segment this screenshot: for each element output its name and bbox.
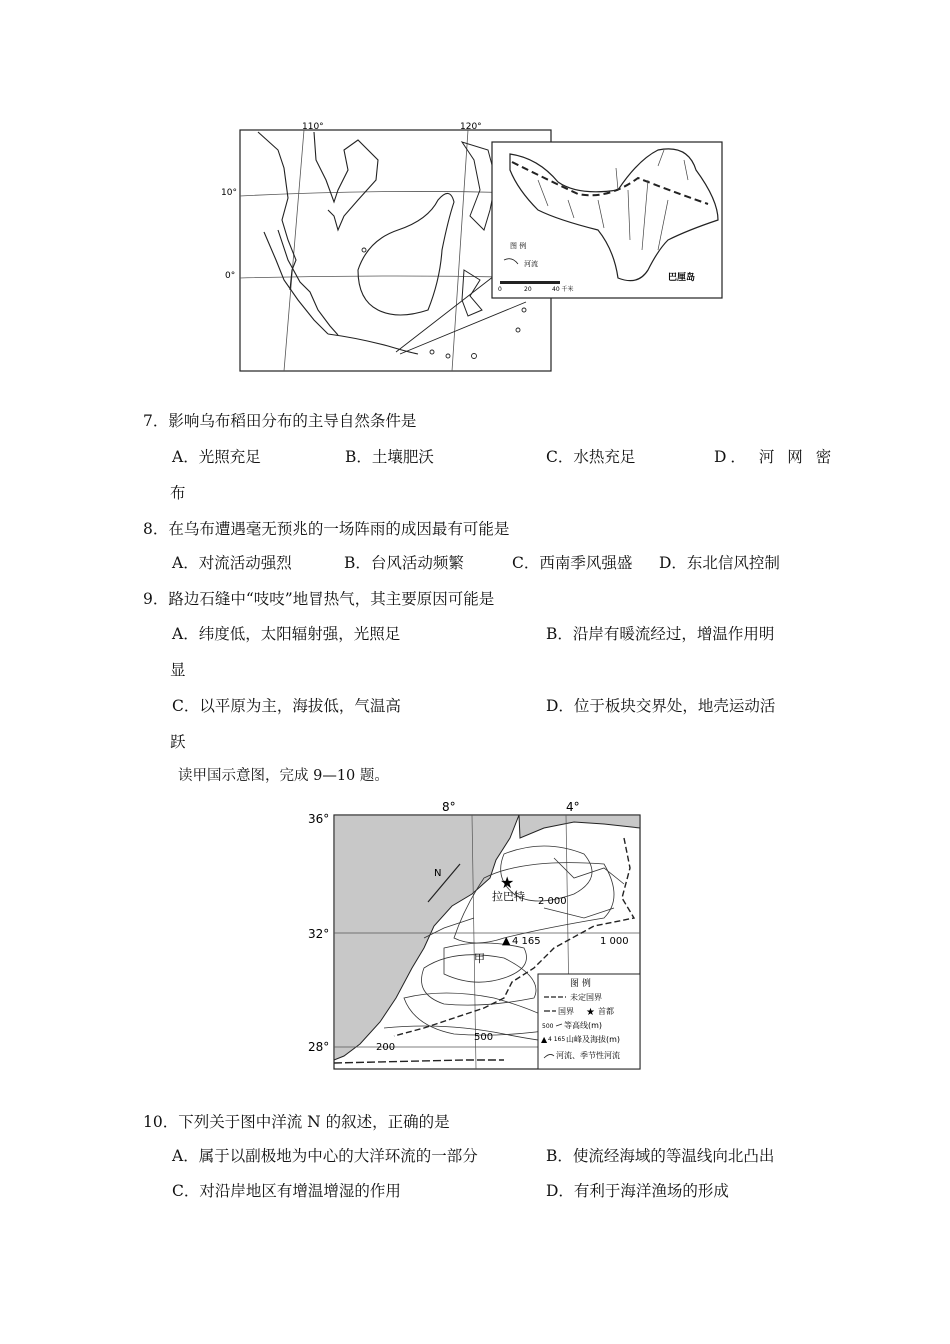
lat-label-32: 32° — [308, 927, 330, 941]
country-map — [304, 798, 644, 1073]
question-7-stem: 7．影响乌布稻田分布的主导自然条件是 — [143, 412, 417, 430]
question-10-stem: 10．下列关于图中洋流 N 的叙述，正确的是 — [143, 1113, 450, 1131]
contour-500: 500 — [474, 1032, 494, 1043]
peak-label: 4 165 — [512, 936, 541, 947]
capital-star-icon: ★ — [500, 873, 515, 892]
legend-river: 河流、季节性河流 — [556, 1051, 620, 1060]
q7-option-d: D． 河 网 密 — [714, 448, 836, 466]
q10-option-a: A．属于以副极地为中心的大洋环流的一部分 — [172, 1147, 478, 1165]
question-9-stem: 9．路边石缝中“吱吱”地冒热气，其主要原因可能是 — [143, 590, 495, 608]
legend-star-icon: ★ — [586, 1007, 595, 1018]
q9-option-b: B．沿岸有暖流经过，增温作用明 — [546, 625, 775, 643]
peak-triangle-icon: ▲ — [502, 934, 511, 947]
legend-undefined-border: 未定国界 — [570, 993, 602, 1002]
q8-option-d: D．东北信风控制 — [659, 554, 780, 572]
question-8-stem: 8．在乌布遭遇毫无预兆的一场阵雨的成因最有可能是 — [143, 520, 510, 538]
lon-label-4: 4° — [566, 800, 580, 814]
q10-option-b: B．使流经海域的等温线向北凸出 — [546, 1147, 775, 1165]
q9-option-a: A．纬度低，太阳辐射强，光照足 — [172, 625, 401, 643]
lat-label-36: 36° — [308, 812, 330, 826]
contour-2000: 2 000 — [538, 896, 567, 907]
map-legend — [538, 974, 640, 1069]
current-n-label: N — [434, 868, 442, 879]
q7-option-c: C．水热充足 — [546, 448, 636, 466]
lon-label-8: 8° — [442, 800, 456, 814]
bali-inset — [492, 142, 722, 298]
legend-peak: 山峰及海拔(m) — [566, 1035, 621, 1044]
country-label: 甲 — [474, 952, 485, 965]
inset-scale-40: 40 千米 — [552, 286, 574, 293]
q8-option-a: A．对流活动强烈 — [172, 554, 292, 572]
q9-option-c: C．以平原为主，海拔低，气温高 — [172, 697, 401, 715]
lat-label-0: 0° — [225, 271, 236, 281]
q7-option-d-wrap: 布 — [170, 484, 186, 502]
q7-option-b: B．土壤肥沃 — [345, 448, 434, 466]
legend-peak-sample: 4 165 — [548, 1036, 566, 1043]
lat-label-10: 10° — [221, 188, 237, 198]
contour-1000: 1 000 — [600, 936, 629, 947]
inset-legend-river: 河流 — [524, 260, 538, 268]
inset-scale-0: 0 — [498, 286, 502, 293]
legend-triangle-icon: ▲ — [541, 1035, 548, 1044]
legend-title: 图 例 — [570, 979, 591, 989]
capital-label: 拉巴特 — [492, 890, 525, 903]
lon-label-120: 120° — [460, 122, 482, 132]
inset-scale-20: 20 — [524, 286, 532, 293]
legend-contour-sample: 500 — [542, 1023, 554, 1030]
inset-island-name: 巴厘岛 — [668, 273, 696, 283]
q9-option-d-wrap: 跃 — [170, 733, 186, 751]
southeast-asia-map — [218, 120, 728, 375]
q8-option-b: B．台风活动频繁 — [344, 554, 464, 572]
lon-label-110: 110° — [302, 122, 324, 132]
inset-legend-title: 图 例 — [510, 242, 527, 250]
q7-option-a: A．光照充足 — [172, 448, 261, 466]
legend-capital: 首都 — [598, 1007, 614, 1016]
legend-contour: 等高线(m) — [564, 1021, 603, 1030]
q9-option-b-wrap: 显 — [170, 661, 186, 679]
map-intro: 读甲国示意图，完成 9—10 题。 — [178, 768, 389, 784]
q8-option-c: C．西南季风强盛 — [512, 554, 633, 572]
contour-200: 200 — [376, 1042, 396, 1053]
q10-option-d: D．有利于海洋渔场的形成 — [546, 1182, 729, 1200]
q10-option-c: C．对沿岸地区有增温增湿的作用 — [172, 1182, 401, 1200]
legend-border: 国界 — [558, 1007, 574, 1016]
q9-option-d: D．位于板块交界处，地壳运动活 — [546, 697, 776, 715]
lat-label-28: 28° — [308, 1040, 330, 1054]
